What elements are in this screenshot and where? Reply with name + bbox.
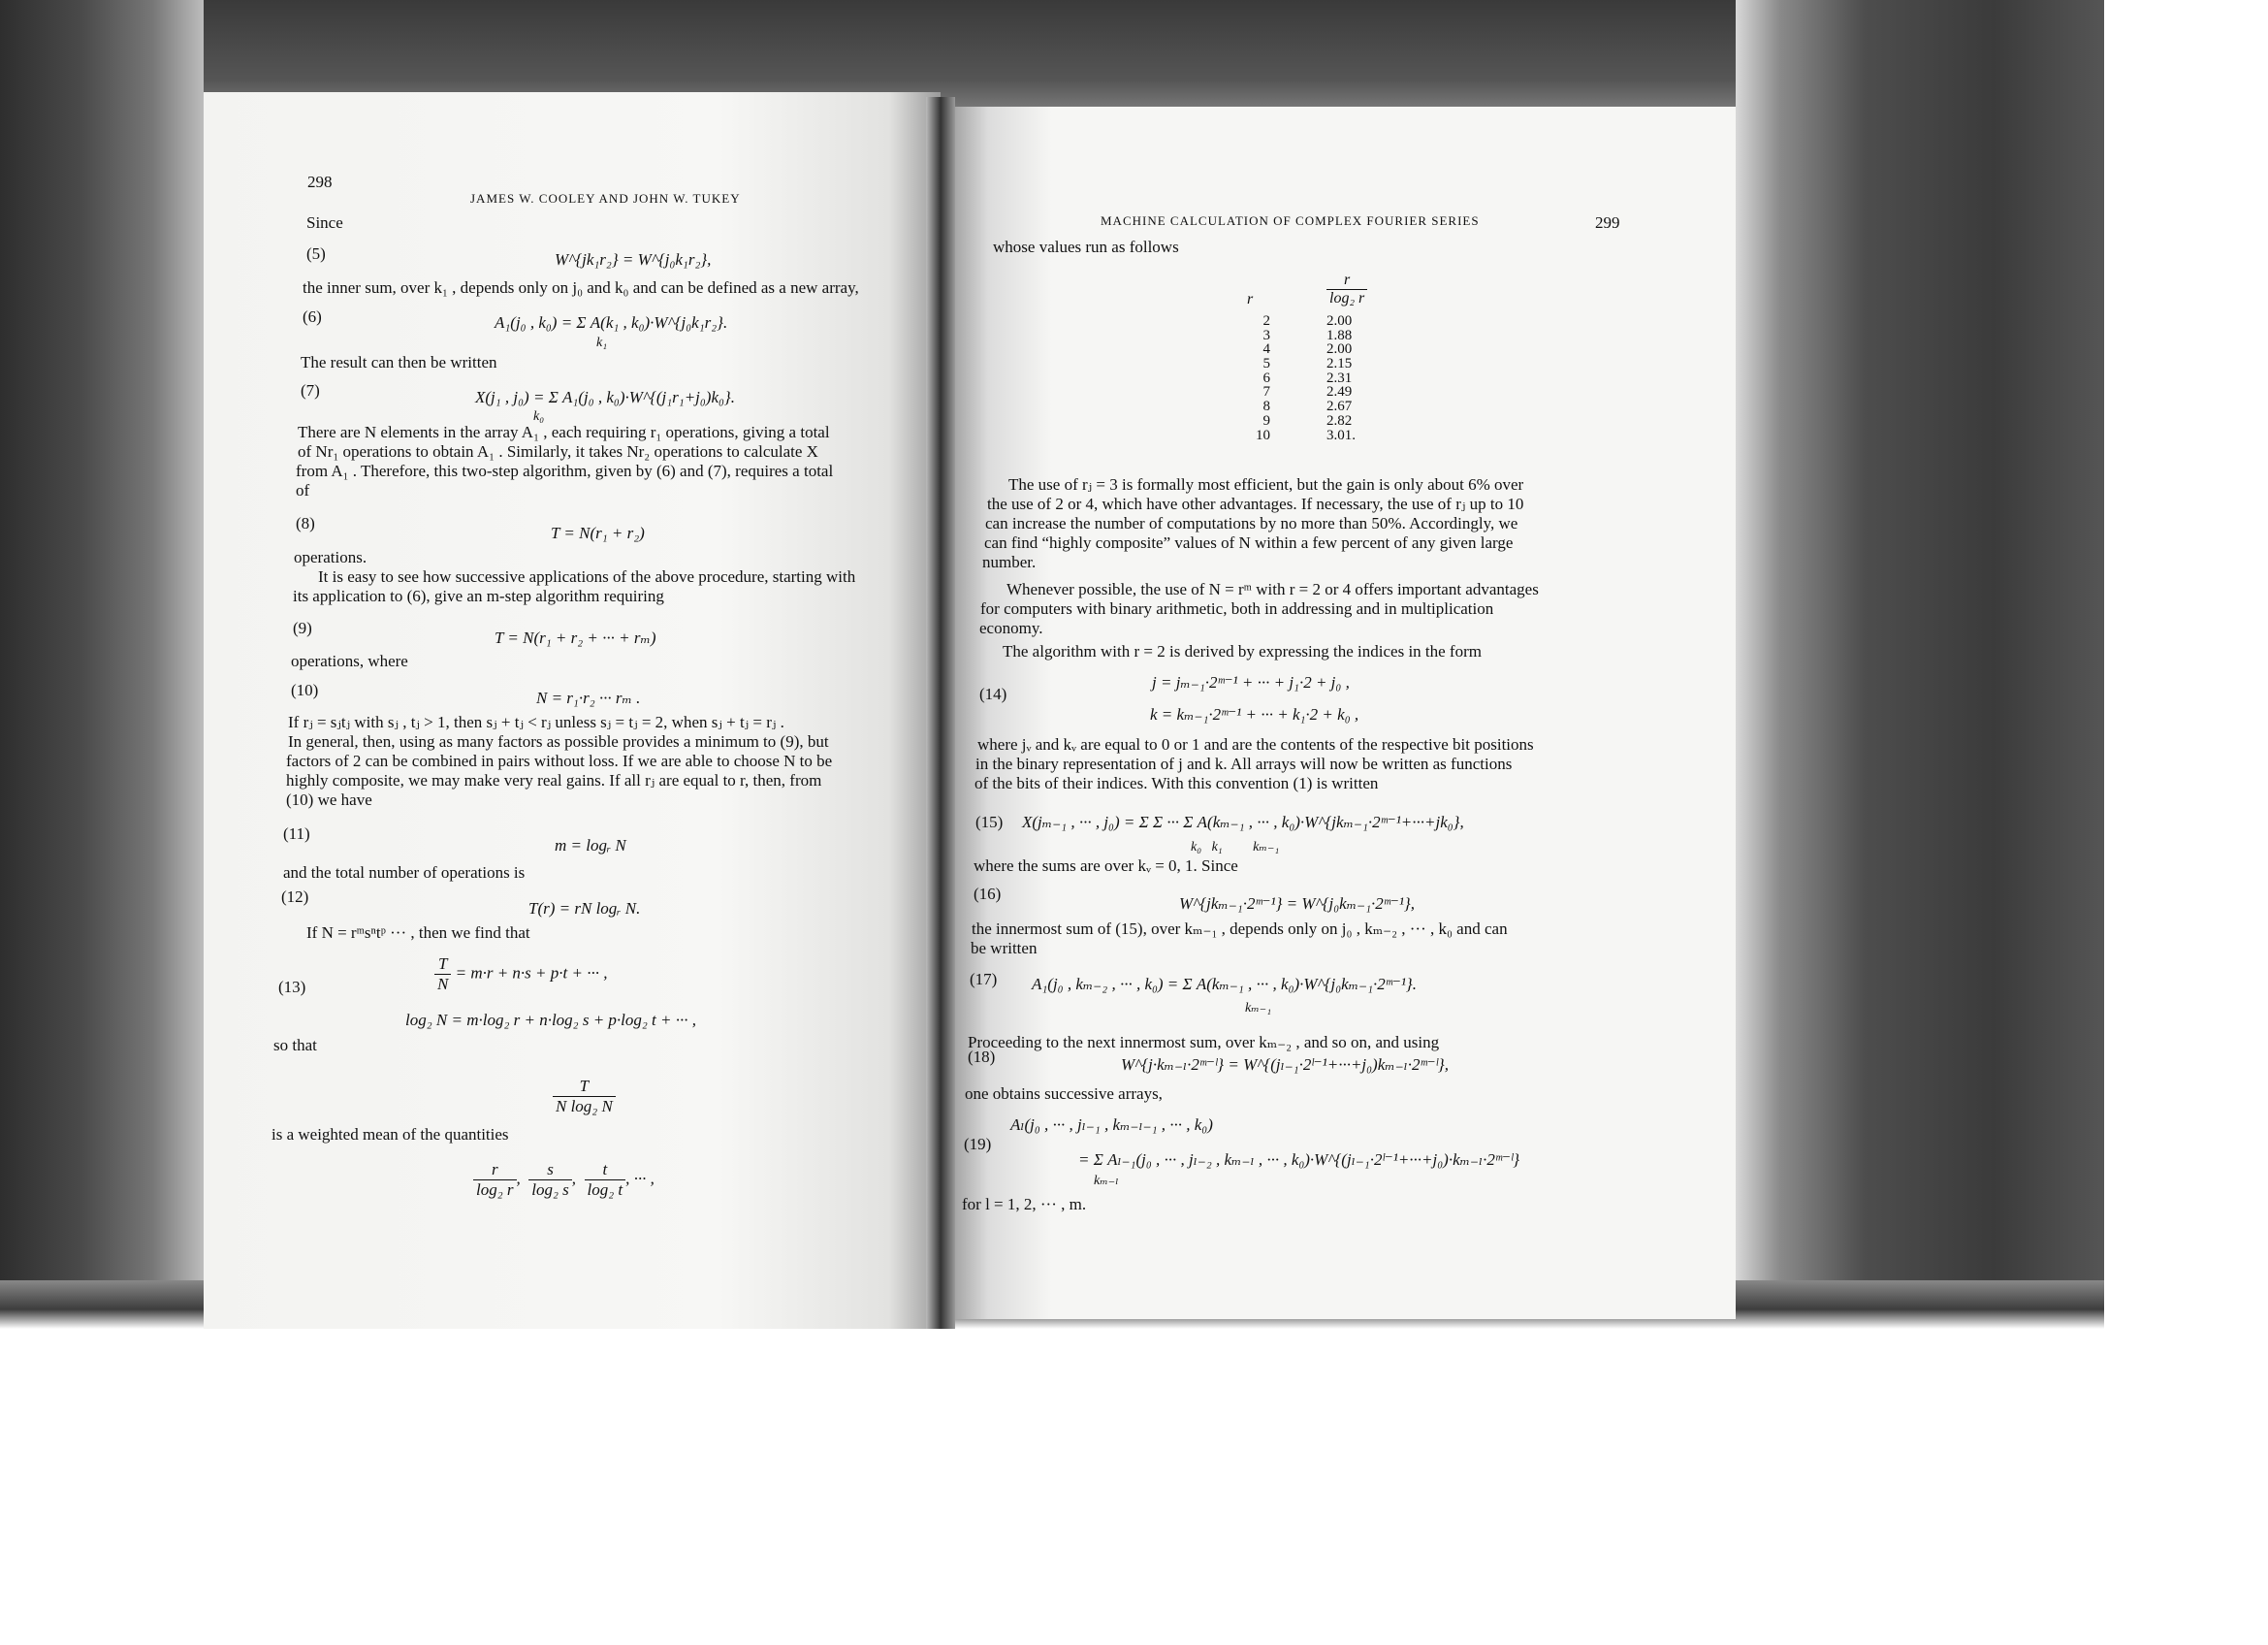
eq10-label: (10) [291,681,319,699]
table-row [1241,385,1387,400]
eq17: A₁(j₀ , kₘ₋₂ , ··· , k₀) = Σ A(kₘ₋₁ , ··· , k₀)·W^{j₀kₘ₋₁·2ᵐ⁻¹}. [1032,975,1417,993]
quantities-row: $\frac{r}{\text{log₂ r}}$ , $\frac{s}{\text{log₂ s}}$ , $\frac{t}{\text{log₂ t}}$ , ··· , [473,1160,655,1200]
paragraph-result: The result can then be written [301,353,497,371]
eq6-label: (6) [303,307,322,326]
paragraph-algorithm: The algorithm with r = 2 is derived by expressing the indices in the form [1003,642,1482,661]
table-row [1241,400,1387,414]
eq17-subscript: kₘ₋₁ [1245,1001,1272,1016]
paragraph-whenever-line3: economy. [979,619,1043,637]
table-cell-ratio: 3.01. [1326,427,1356,443]
eq5: W^{jk₁r₂} = W^{j₀k₁r₂}, [555,250,712,269]
eq13a-rhs: = m·r + n·s + p·t + ··· , [455,963,608,983]
paragraph-use-line4: can find “highly composite” values of N within a few percent of any given large [984,533,1514,552]
paragraph-easy-line2: its application to (6), give an m-step algorithm requiring [293,587,664,605]
eq14a: j = jₘ₋₁·2ᵐ⁻¹ + ··· + j₁·2 + j₀ , [1152,673,1350,692]
table-cell-ratio: 1.88 [1326,327,1353,343]
quantity-tail: , ··· , [625,1169,655,1188]
paragraph-total: and the total number of operations is [283,863,526,882]
eq11: m = logᵣ N [555,836,626,855]
eq7: X(j₁ , j₀) = Σ A₁(j₀ , k₀)·W^{(j₁r₁+j₀)k₀}. [475,388,735,406]
table-cell-ratio: 2.67 [1326,399,1353,415]
paragraph-there-line1: There are N elements in the array A₁ , each requiring r₁ operations, giving a total [298,423,830,441]
table-cell-ratio: 2.49 [1326,384,1353,401]
running-head-left: JAMES W. COOLEY AND JOHN W. TUKEY [470,191,741,206]
weighted-fraction [553,1077,616,1116]
values-table [1241,272,1387,442]
paragraph-where-line1: where jᵥ and kᵥ are equal to 0 or 1 and are the contents of the respective bit positions [977,735,1534,754]
table-cell-ratio: 2.31 [1326,370,1353,386]
eq13a-denominator: N [437,975,449,993]
eq12-label: (12) [281,887,309,906]
weighted-fraction-numerator: T [553,1077,616,1097]
scan-shadow-right [1736,0,2104,1324]
eq13b: log₂ N = m·log₂ r + n·log₂ s + p·log₂ t + ··· , [405,1011,696,1029]
eq15: X(jₘ₋₁ , ··· , j₀) = Σ Σ ··· Σ A(kₘ₋₁ , ··· , k₀)·W^{jkₘ₋₁·2ᵐ⁻¹+···+jk₀}, [1022,813,1464,831]
table-cell-r: 2 [1262,313,1270,329]
eq19-label: (19) [964,1135,992,1153]
paragraph-where-line3: of the bits of their indices. With this convention (1) is written [974,774,1379,792]
paragraph-whenever-line1: Whenever possible, the use of N = rᵐ with r = 2 or 4 offers important advantages [1006,580,1539,598]
paragraph-operations: operations. [294,548,367,566]
paragraph-innermost-line1: the innermost sum of (15), over kₘ₋₁ , depends only on j₀ , kₘ₋₂ , ··· , k₀ and can [972,919,1508,938]
paragraph-if-line1: If rⱼ = sⱼtⱼ with sⱼ , tⱼ > 1, then sⱼ + tⱼ < rⱼ unless sⱼ = tⱼ = 2, when sⱼ + tⱼ = rⱼ . [288,713,784,731]
eq13a [434,954,607,994]
eq9-label: (9) [293,619,312,637]
paragraph-where-line2: in the binary representation of j and k. All arrays will now be written as functions [975,755,1513,773]
paragraph-operations-where: operations, where [291,652,408,670]
paragraph-use-line1: The use of rⱼ = 3 is formally most efficient, but the gain is only about 6% over [1008,475,1524,494]
eq16: W^{jkₘ₋₁·2ᵐ⁻¹} = W^{j₀kₘ₋₁·2ᵐ⁻¹}, [1179,894,1415,913]
eq14b: k = kₘ₋₁·2ᵐ⁻¹ + ··· + k₁·2 + k₀ , [1150,705,1359,724]
quantity-s-den: log₂ s [531,1180,569,1199]
paragraph-there-line2: of Nr₁ operations to obtain A₁ . Similarly, it takes Nr₂ operations to calculate X [298,442,818,461]
paragraph-innermost-line2: be written [971,939,1038,957]
page-number-left: 298 [307,173,333,191]
table-row [1241,357,1387,371]
paragraph-use-line3: can increase the number of computations by no more than 50%. Accordingly, we [985,514,1518,532]
quantity-t-num: t [585,1160,626,1180]
paragraph-there-line4: of [296,481,310,500]
paragraph-sums: where the sums are over kᵥ = 0, 1. Since [974,856,1238,875]
table-row [1241,414,1387,429]
running-head-right: MACHINE CALCULATION OF COMPLEX FOURIER SERIES [1101,213,1480,228]
table-cell-r: 8 [1262,399,1270,415]
paragraph-easy-line1: It is easy to see how successive applications of the above procedure, starting with [318,567,856,586]
eq7-label: (7) [301,381,320,400]
table-cell-ratio: 2.15 [1326,356,1353,372]
eq13-label: (13) [278,978,306,996]
table-cell-ratio: 2.00 [1326,341,1353,358]
eq9: T = N(r₁ + r₂ + ··· + rₘ) [495,629,656,647]
table-cell-r: 7 [1262,384,1270,401]
weighted-fraction-denominator: N log₂ N [556,1097,613,1115]
eq13a-numerator: T [434,954,451,975]
paragraph-if-line5: (10) we have [286,790,372,809]
text-since: Since [306,213,343,232]
eq11-label: (11) [283,824,310,843]
eq15-label: (15) [975,813,1004,831]
paragraph-if-line2: In general, then, using as many factors as possible provides a minimum to (9), but [288,732,829,751]
table-row [1241,314,1387,329]
table-row [1241,429,1387,443]
scan-shadow-left [0,0,204,1329]
paragraph-for-l: for l = 1, 2, ··· , m. [962,1195,1087,1213]
table-cell-r: 5 [1262,356,1270,372]
eq19-subscript: kₘ₋ₗ [1094,1174,1119,1188]
paragraph-whenever-line2: for computers with binary arithmetic, both in addressing and in multiplication [980,599,1494,618]
table-col1-header: r [1247,291,1254,307]
table-cell-ratio: 2.82 [1326,412,1353,429]
eq18-label: (18) [968,1048,996,1066]
eq17-label: (17) [970,970,998,988]
paragraph-if-N: If N = rᵐsⁿtᵖ ··· , then we find that [306,923,530,942]
eq19a: Aₗ(j₀ , ··· , jₗ₋₁ , kₘ₋ₗ₋₁ , ··· , k₀) [1010,1115,1213,1134]
eq16-label: (16) [974,885,1002,903]
paragraph-inner-sum: the inner sum, over k₁ , depends only on j₀ and k₀ and can be defined as a new array, [303,278,859,297]
paragraph-obtains: one obtains successive arrays, [965,1084,1163,1103]
table-cell-r: 3 [1262,327,1270,343]
values-table-header [1241,272,1387,314]
eq12: T(r) = rN logᵣ N. [528,899,641,918]
table-cell-r: 4 [1262,341,1270,358]
eq18: W^{j·kₘ₋ₗ·2ᵐ⁻ˡ} = W^{(jₗ₋₁·2ˡ⁻¹+···+j₀)kₘ₋ₗ·2ᵐ⁻ˡ}, [1121,1055,1449,1074]
eq5-label: (5) [306,244,326,263]
table-cell-ratio: 2.00 [1326,313,1353,329]
table-col2-header-den: log₂ r [1329,290,1365,306]
page-number-right: 299 [1595,213,1620,232]
table-cell-r: 6 [1262,370,1270,386]
table-col2-header [1326,272,1367,307]
eq10: N = r₁·r₂ ··· rₘ . [536,689,641,707]
paragraph-use-line2: the use of 2 or 4, which have other advantages. If necessary, the use of rⱼ up to 10 [987,495,1524,513]
paragraph-if-line4: highly composite, we may make very real gains. If all rⱼ are equal to r, then, from [286,771,822,790]
eq19b: = Σ Aₗ₋₁(j₀ , ··· , jₗ₋₂ , kₘ₋ₗ , ··· , k₀)·W^{(jₗ₋₁·2ˡ⁻¹+···+j₀)·kₘ₋ₗ·2ᵐ⁻ˡ} [1078,1150,1520,1169]
eq15-subscripts: k₀ k₁ kₘ₋₁ [1191,840,1280,855]
eq8-label: (8) [296,514,315,532]
eq6-subscript: k₁ [596,336,608,350]
quantity-r-num: r [473,1160,517,1180]
eq7-subscript: k₀ [533,409,545,424]
paragraph-weighted: is a weighted mean of the quantities [272,1125,509,1144]
values-table-body [1241,314,1387,442]
table-row [1241,371,1387,386]
table-row [1241,329,1387,343]
quantity-s-num: s [528,1160,572,1180]
paragraph-whose: whose values run as follows [993,238,1179,256]
paragraph-if-line3: factors of 2 can be combined in pairs without loss. If we are able to choose N to be [286,752,833,770]
eq6: A₁(j₀ , k₀) = Σ A(k₁ , k₀)·W^{j₀k₁r₂}. [495,313,728,332]
table-col2-header-num: r [1326,272,1367,290]
book-gutter [926,97,955,1329]
eq14-label: (14) [979,685,1007,703]
paragraph-proceeding: Proceeding to the next innermost sum, over kₘ₋₂ , and so on, and using [968,1033,1440,1051]
table-cell-r: 10 [1256,427,1270,443]
table-row [1241,342,1387,357]
paragraph-so-that: so that [273,1036,317,1054]
quantity-t-den: log₂ t [587,1180,623,1199]
quantity-r-den: log₂ r [476,1180,514,1199]
eq13a-fraction [434,954,451,994]
table-cell-r: 9 [1262,412,1270,429]
paragraph-there-line3: from A₁ . Therefore, this two-step algorithm, given by (6) and (7), requires a total [296,462,834,480]
paragraph-use-line5: number. [982,553,1037,571]
eq8: T = N(r₁ + r₂) [551,524,645,542]
